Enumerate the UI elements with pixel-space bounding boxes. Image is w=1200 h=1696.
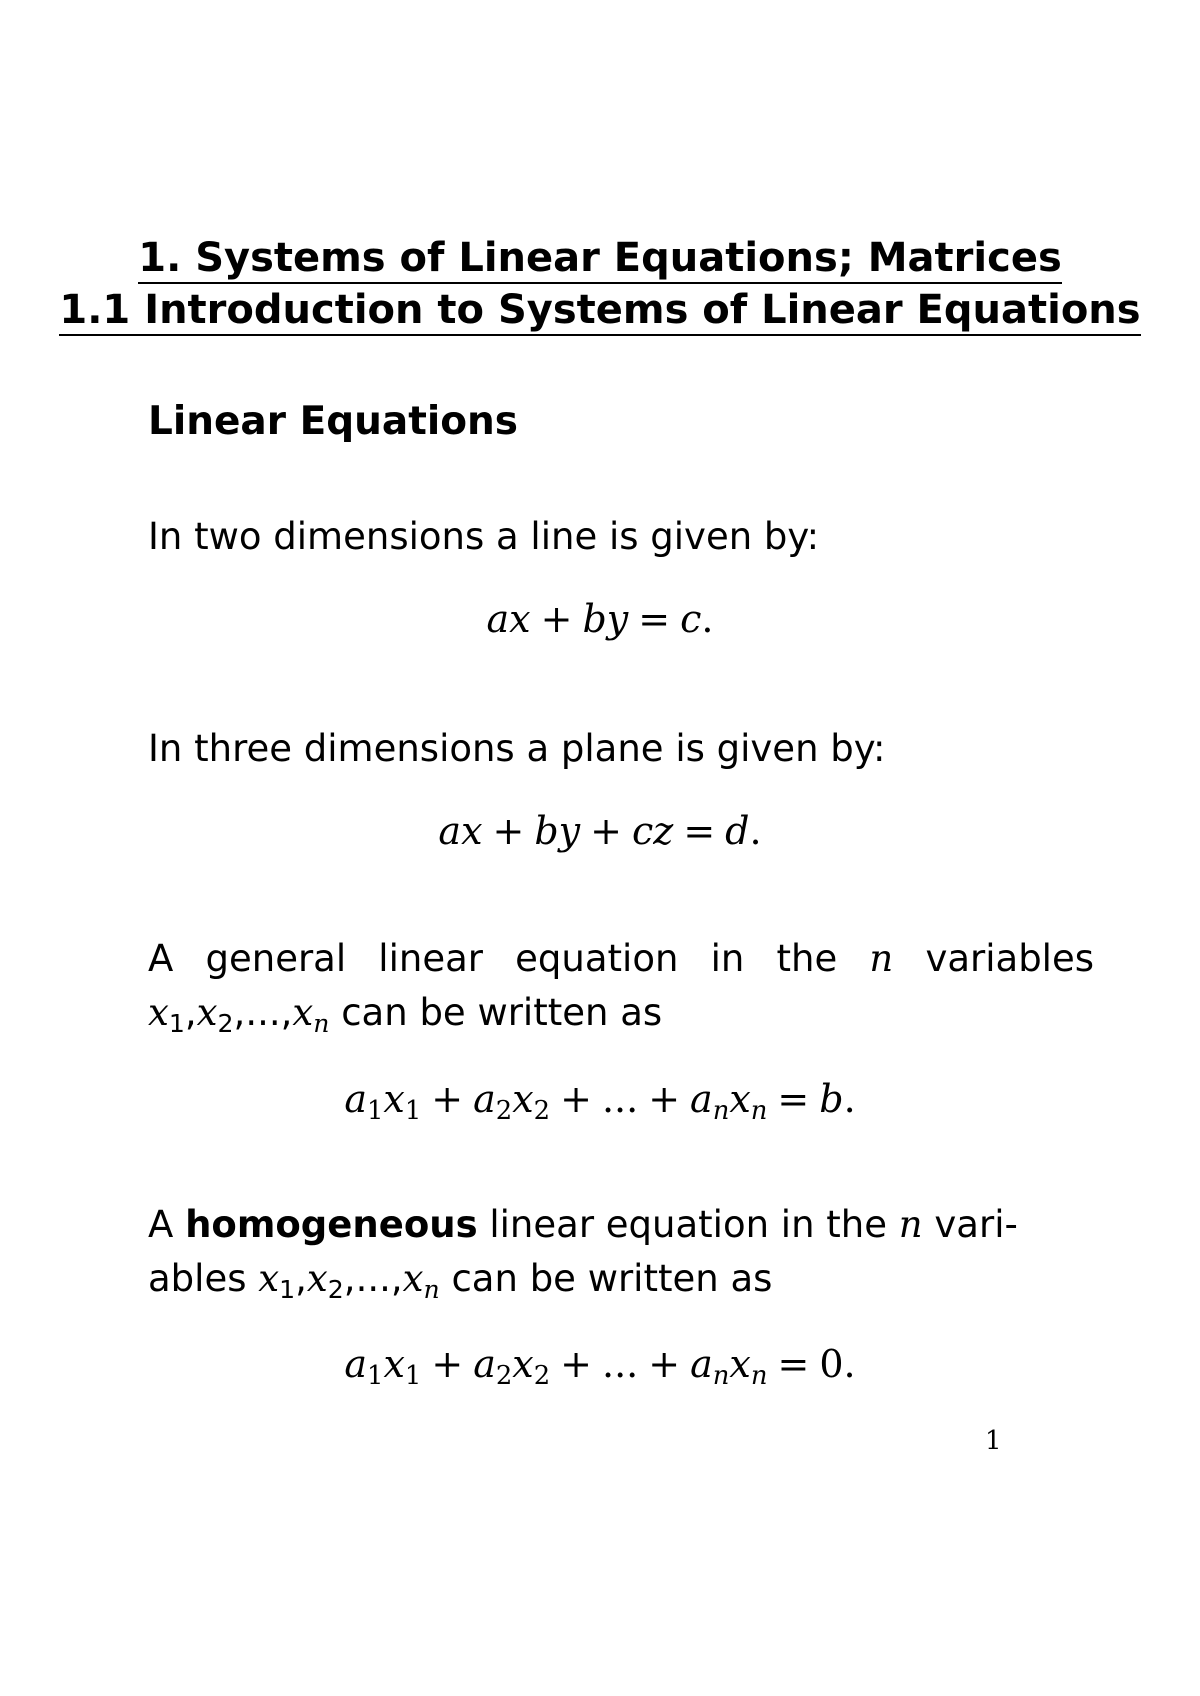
chapter-title: 1. Systems of Linear Equations; Matrices [0,238,1200,284]
equation-general: $a_1x_1 + a_2x_2$ + ... + $a_nx_n = b$. [344,1077,856,1127]
page-number: 1 [985,1426,1002,1456]
paragraph-homogeneous-equation: A homogeneous linear equation in the n vari- ables $x_1,x_2,...,x_n$ can be written as [148,1203,1018,1305]
subsection-heading: Linear Equations [148,399,518,444]
homogeneous-term: homogeneous [185,1203,478,1246]
equation-plane: ax + by + cz = d. [438,809,762,853]
paragraph-two-dimensions: In two dimensions a line is given by: [148,515,820,558]
equation-line: ax + by = c. [486,597,714,641]
paragraph-general-equation: A general linear equation in the n variables $x_1,x_2,...,x_n$ can be written as [148,937,1094,1039]
equation-homogeneous: $a_1x_1 + a_2x_2$ + ... + $a_nx_n = 0$. [344,1342,856,1392]
section-title: 1.1 Introduction to Systems of Linear Equations [0,290,1200,336]
paragraph-three-dimensions: In three dimensions a plane is given by: [148,727,886,770]
